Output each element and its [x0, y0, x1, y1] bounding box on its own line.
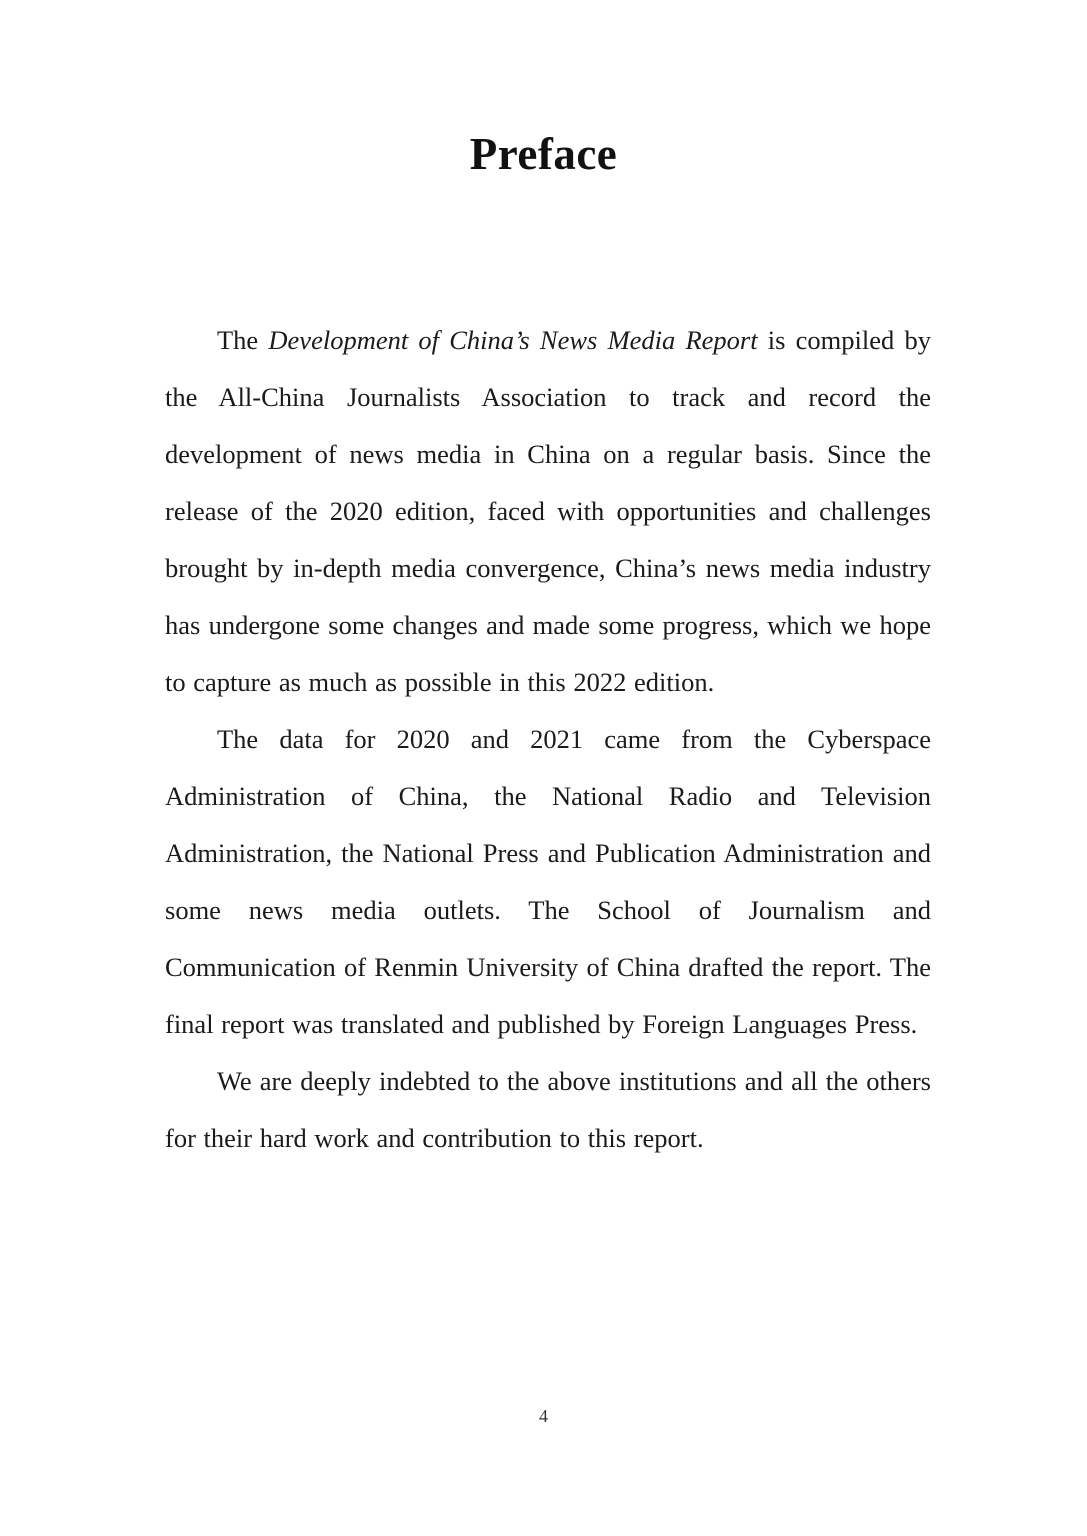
- paragraph: [165, 1053, 931, 1167]
- paragraph-text-segment: We are deeply indebted to the above institutions and all the others for their hard work and contribution to this report.: [165, 1066, 931, 1153]
- paragraph-text-segment: is compiled by the All-China Journalists Association to track and record the development of news media in China on a regular basis. Since the release of the 2020 edition, faced with opportunities and challenges brought by in-depth media convergence, China’s news media industry has undergone some changes and made some progress, which we hope to capture as much as possible in this 2022 edition.: [165, 325, 931, 697]
- paragraph-italic-segment: Development of China’s News Media Report: [268, 325, 758, 355]
- paragraph-text-segment: The: [217, 325, 269, 355]
- page-number: 4: [539, 1406, 548, 1426]
- paragraph: [165, 312, 931, 711]
- paragraph-text-segment: The data for 2020 and 2021 came from the Cyberspace Administration of China, the National Radio and Television Administration, the National Press and Publication Administration and some news media outlets. The School of Journalism and Communication of Renmin University of China drafted the report. The final report was translated and published by Foreign Languages Press.: [165, 724, 931, 1039]
- paragraph: [165, 711, 931, 1053]
- page-title: Preface: [469, 129, 618, 179]
- body-paragraphs: [165, 312, 931, 1167]
